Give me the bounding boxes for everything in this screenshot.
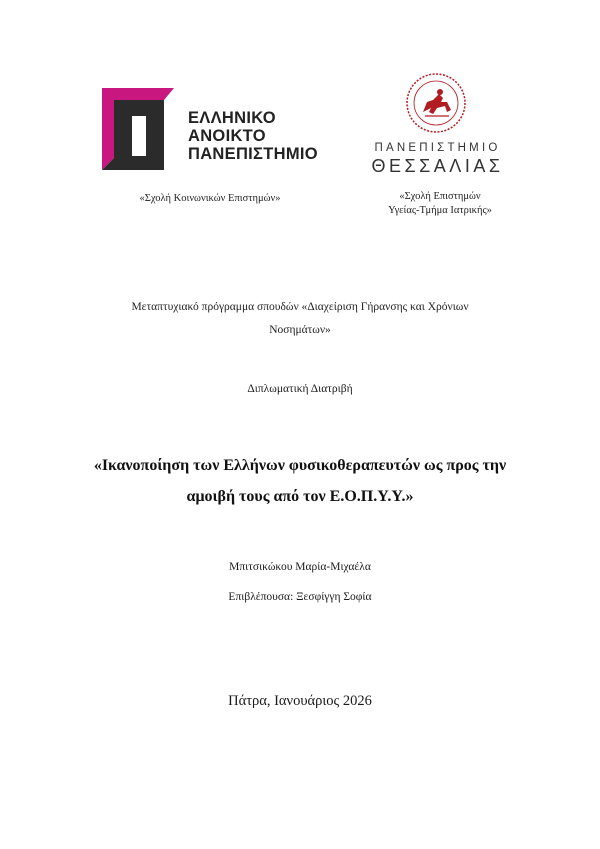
eap-logo xyxy=(102,88,322,172)
school-left: «Σχολή Κοινωνικών Επιστημών» xyxy=(139,193,281,204)
school-right-line1: «Σχολή Επιστημών xyxy=(399,191,481,202)
uth-logo xyxy=(355,72,520,182)
program-line1: Μεταπτυχιακό πρόγραμμα σπουδών «Διαχείριση Γήρανσης και Χρόνιων xyxy=(131,301,469,313)
thesis-title-line2: αμοιβή τους από τον Ε.Ο.Π.Υ.Υ.» xyxy=(186,488,414,505)
eap-logo-line2: ΑΝΟΙΚΤΟ xyxy=(188,127,266,145)
uth-seal-icon xyxy=(405,72,467,134)
eap-logo-line1: ΕΛΛΗΝΙΚΟ xyxy=(188,109,276,127)
program-name xyxy=(80,296,520,342)
uth-logo-line1: ΠΑΝΕΠΙΣΤΗΜΙΟ xyxy=(374,142,501,154)
place-date: Πάτρα, Ιανουάριος 2026 xyxy=(228,693,372,709)
supervisor: Επιβλέπουσα: Ξεσφίγγη Σοφία xyxy=(228,591,372,603)
thesis-type: Διπλωματική Διατριβή xyxy=(247,383,353,395)
school-right-line2: Υγείας-Τμήμα Ιατρικής» xyxy=(388,205,492,216)
uth-logo-line2: ΘΕΣΣΑΛΙΑΣ xyxy=(371,156,504,176)
thesis-title xyxy=(60,450,540,512)
author: Μπιτσικώκου Μαρία-Μιχαέλα xyxy=(229,561,371,573)
school-right xyxy=(360,190,520,218)
thesis-title-line1: «Ικανοποίηση των Ελλήνων φυσικοθεραπευτών ως προς την xyxy=(93,457,507,474)
eap-logo-mark-icon xyxy=(102,88,182,170)
program-line2: Νοσημάτων» xyxy=(269,324,331,336)
eap-logo-line3: ΠΑΝΕΠΙΣΤΗΜΙΟ xyxy=(188,145,318,163)
eap-logo-text xyxy=(188,109,318,163)
